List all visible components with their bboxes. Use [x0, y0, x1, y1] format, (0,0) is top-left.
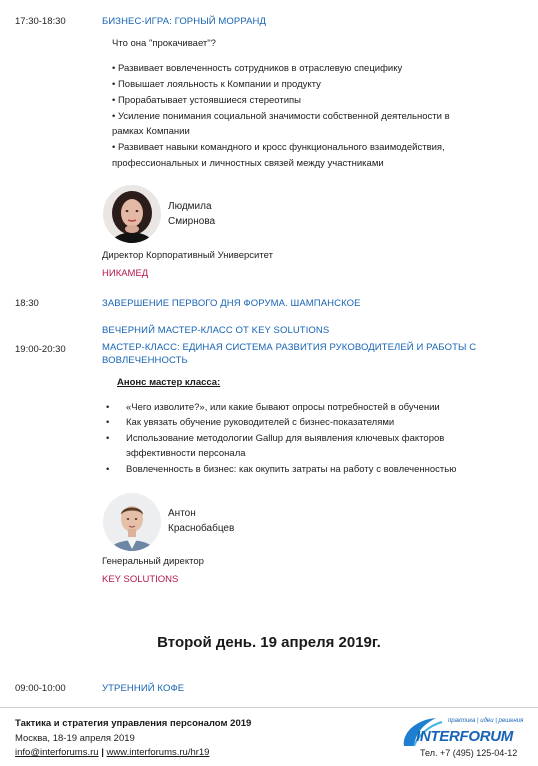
speaker-photo — [103, 493, 161, 551]
bullet-item: • Усиление понимания социальной значимости собственной деятельности в — [112, 111, 450, 122]
speaker-role: Генеральный директор — [102, 556, 204, 567]
website-link[interactable]: www.interforums.ru/hr19 — [106, 747, 210, 758]
email-link[interactable]: info@interforums.ru — [15, 747, 99, 758]
bullet-marker: • — [106, 417, 110, 428]
session-time: 17:30-18:30 — [15, 16, 66, 27]
speaker-last-name: Смирнова — [168, 216, 216, 227]
speaker-last-name: Краснобабцев — [168, 523, 235, 534]
session-title-cont: ВОВЛЕЧЕННОСТЬ — [102, 355, 188, 366]
footer-place-date: Москва, 18-19 апреля 2019 — [15, 733, 135, 744]
separator: | — [101, 747, 104, 758]
bullet-text: эффективности персонала — [126, 448, 246, 459]
bullet-item: • Развивает навыки командного и кросс функционального взаимодействия, — [112, 142, 445, 153]
footer-phone: Тел. +7 (495) 125-04-12 — [420, 748, 518, 758]
bullet-item: • Развивает вовлеченность сотрудников в отраслевую специфику — [112, 63, 403, 74]
bullet-text: «Чего изволите?», или какие бывают опросы потребностей в обучении — [126, 402, 440, 413]
footer-event-title: Тактика и стратегия управления персоналом 2019 — [15, 718, 252, 729]
speaker-first-name: Антон — [168, 508, 196, 519]
bullet-text: Как увязать обучение руководителей с бизнес-показателями — [126, 417, 395, 428]
announce-label: Анонс мастер класса: — [117, 377, 221, 388]
logo-text: INTERFORUM — [416, 728, 513, 745]
bullet-item-cont: рамках Компании — [112, 126, 190, 137]
speaker-org: KEY SOLUTIONS — [102, 574, 179, 585]
footer-divider — [0, 707, 538, 708]
session-title: УТРЕННИЙ КОФЕ — [102, 683, 185, 694]
speaker-photo — [103, 185, 161, 243]
interforum-logo — [402, 716, 526, 748]
session-time: 18:30 — [15, 298, 39, 309]
bullet-marker: • — [106, 433, 110, 444]
session-title: БИЗНЕС-ИГРА: ГОРНЫЙ МОРРАНД — [102, 16, 267, 27]
bullet-item: • Прорабатывает устоявшиеся стереотипы — [112, 95, 301, 106]
day-heading: Второй день. 19 апреля 2019г. — [157, 634, 381, 651]
bullet-text: Использование методологии Gallup для выявления ключевых факторов — [126, 433, 445, 444]
speaker-role: Директор Корпоративный Университет — [102, 250, 273, 261]
speaker-first-name: Людмила — [168, 201, 212, 212]
session-title: ЗАВЕРШЕНИЕ ПЕРВОГО ДНЯ ФОРУМА. ШАМПАНСКОЕ — [102, 298, 361, 309]
session-question: Что она "прокачивает"? — [112, 38, 216, 49]
bullet-item: • Повышает лояльность к Компании и продукту — [112, 79, 321, 90]
bullet-marker: • — [106, 464, 110, 475]
footer-contacts — [15, 747, 209, 758]
session-time: 09:00-10:00 — [15, 683, 66, 694]
session-title: МАСТЕР-КЛАСС: ЕДИНАЯ СИСТЕМА РАЗВИТИЯ РУКОВОДИТЕЛЕЙ И РАБОТЫ С — [102, 342, 477, 353]
logo-tagline: практика | идеи | решения — [448, 718, 524, 724]
evening-title: ВЕЧЕРНИЙ МАСТЕР-КЛАСС ОТ KEY SOLUTIONS — [102, 325, 330, 336]
session-time: 19:00-20:30 — [15, 344, 66, 355]
bullet-text: Вовлеченность в бизнес: как окупить затраты на работу с вовлеченностью — [126, 464, 457, 475]
bullet-item-cont: профессиональных и личностных связей между участниками — [112, 158, 384, 169]
bullet-marker: • — [106, 402, 110, 413]
speaker-org: НИКАМЕД — [102, 268, 149, 279]
